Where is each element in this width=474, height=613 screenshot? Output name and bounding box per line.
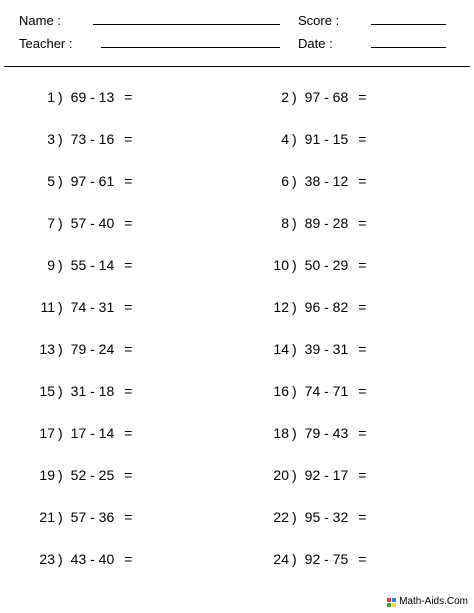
problem-item	[261, 550, 366, 568]
problem-item	[261, 88, 366, 106]
problem-number: 5	[47, 173, 55, 189]
problem-expression: 17 - 14	[70, 425, 115, 441]
problem-expression: 43 - 40	[70, 551, 115, 567]
problem-item	[261, 214, 366, 232]
problem-number: 16	[273, 383, 289, 399]
problem-expression: 97 - 61	[70, 173, 115, 189]
problem-item	[27, 172, 132, 190]
teacher-line[interactable]	[101, 47, 280, 48]
equals-sign: =	[358, 509, 367, 525]
problem-paren: )	[292, 257, 297, 273]
equals-sign: =	[124, 425, 133, 441]
equals-sign: =	[124, 467, 133, 483]
problem-expression: 92 - 17	[304, 467, 349, 483]
problem-item	[261, 340, 366, 358]
problem-paren: )	[58, 257, 63, 273]
name-line[interactable]	[93, 24, 280, 25]
problem-paren: )	[58, 299, 63, 315]
problem-expression: 96 - 82	[304, 299, 349, 315]
problem-number: 13	[39, 341, 55, 357]
problem-paren: )	[58, 215, 63, 231]
problem-number: 15	[39, 383, 55, 399]
problem-number: 9	[47, 257, 55, 273]
problem-number: 10	[273, 257, 289, 273]
problem-paren: )	[292, 425, 297, 441]
equals-sign: =	[358, 383, 367, 399]
problem-paren: )	[292, 383, 297, 399]
problem-number: 14	[273, 341, 289, 357]
score-label: Score :	[298, 13, 340, 28]
problem-item	[27, 340, 132, 358]
problem-paren: )	[292, 89, 297, 105]
math-aids-logo-icon	[387, 598, 396, 607]
problem-paren: )	[292, 131, 297, 147]
problem-expression: 52 - 25	[70, 467, 115, 483]
problem-expression: 57 - 40	[70, 215, 115, 231]
problem-paren: )	[58, 551, 63, 567]
problem-item	[27, 382, 132, 400]
problem-item	[261, 130, 366, 148]
problem-item	[27, 256, 132, 274]
problem-item	[27, 508, 132, 526]
equals-sign: =	[124, 257, 133, 273]
equals-sign: =	[358, 215, 367, 231]
problem-number: 1	[47, 89, 55, 105]
problem-expression: 79 - 43	[304, 425, 349, 441]
problem-paren: )	[292, 341, 297, 357]
date-label: Date :	[298, 36, 333, 51]
problem-expression: 73 - 16	[70, 131, 115, 147]
problem-expression: 69 - 13	[70, 89, 115, 105]
date-line[interactable]	[371, 47, 446, 48]
problem-expression: 92 - 75	[304, 551, 349, 567]
problem-item	[261, 298, 366, 316]
problem-expression: 97 - 68	[304, 89, 349, 105]
problem-paren: )	[58, 425, 63, 441]
problem-paren: )	[58, 341, 63, 357]
problem-item	[27, 550, 132, 568]
problem-paren: )	[292, 509, 297, 525]
problem-item	[27, 214, 132, 232]
equals-sign: =	[124, 131, 133, 147]
equals-sign: =	[124, 89, 133, 105]
problem-number: 6	[281, 173, 289, 189]
problem-expression: 55 - 14	[70, 257, 115, 273]
problem-item	[261, 382, 366, 400]
problem-item	[27, 466, 132, 484]
score-line[interactable]	[371, 24, 446, 25]
equals-sign: =	[358, 257, 367, 273]
problem-paren: )	[58, 509, 63, 525]
name-label: Name :	[19, 13, 61, 28]
problem-number: 24	[273, 551, 289, 567]
brand-text: Math-Aids.Com	[399, 596, 468, 607]
brand-footer	[387, 595, 468, 609]
equals-sign: =	[358, 341, 367, 357]
problem-expression: 91 - 15	[304, 131, 349, 147]
problem-number: 11	[40, 299, 55, 315]
problem-paren: )	[58, 131, 63, 147]
equals-sign: =	[124, 551, 133, 567]
equals-sign: =	[124, 341, 133, 357]
problem-expression: 39 - 31	[304, 341, 349, 357]
equals-sign: =	[358, 467, 367, 483]
problem-item	[27, 424, 132, 442]
problem-number: 7	[47, 215, 55, 231]
problem-expression: 38 - 12	[304, 173, 349, 189]
problem-paren: )	[58, 467, 63, 483]
equals-sign: =	[124, 383, 133, 399]
problem-expression: 31 - 18	[70, 383, 115, 399]
equals-sign: =	[358, 89, 367, 105]
problem-item	[27, 130, 132, 148]
problem-item	[261, 172, 366, 190]
equals-sign: =	[124, 299, 133, 315]
problem-paren: )	[292, 467, 297, 483]
equals-sign: =	[124, 173, 133, 189]
problem-paren: )	[292, 299, 297, 315]
problem-item	[261, 466, 366, 484]
problem-number: 17	[39, 425, 55, 441]
problem-item	[261, 424, 366, 442]
problem-number: 4	[281, 131, 289, 147]
header-divider	[4, 66, 470, 67]
problem-number: 19	[39, 467, 55, 483]
problem-expression: 95 - 32	[304, 509, 349, 525]
problem-number: 3	[47, 131, 55, 147]
equals-sign: =	[358, 131, 367, 147]
problem-number: 18	[273, 425, 289, 441]
problem-number: 8	[281, 215, 289, 231]
problem-expression: 74 - 31	[70, 299, 115, 315]
problem-number: 23	[39, 551, 55, 567]
problem-number: 2	[281, 89, 289, 105]
equals-sign: =	[124, 509, 133, 525]
problem-number: 21	[39, 509, 55, 525]
equals-sign: =	[358, 299, 367, 315]
equals-sign: =	[358, 173, 367, 189]
problem-paren: )	[58, 383, 63, 399]
problem-item	[27, 88, 132, 106]
problem-paren: )	[292, 173, 297, 189]
problem-item	[27, 298, 132, 316]
problem-expression: 74 - 71	[304, 383, 349, 399]
problem-item	[261, 508, 366, 526]
equals-sign: =	[358, 551, 367, 567]
problem-paren: )	[58, 173, 63, 189]
problem-expression: 89 - 28	[304, 215, 349, 231]
problem-expression: 50 - 29	[304, 257, 349, 273]
problem-expression: 79 - 24	[70, 341, 115, 357]
problem-number: 22	[273, 509, 289, 525]
problem-expression: 57 - 36	[70, 509, 115, 525]
equals-sign: =	[124, 215, 133, 231]
equals-sign: =	[358, 425, 367, 441]
problem-number: 20	[273, 467, 289, 483]
problem-paren: )	[292, 215, 297, 231]
problem-paren: )	[58, 89, 63, 105]
problem-paren: )	[292, 551, 297, 567]
problem-item	[261, 256, 366, 274]
teacher-label: Teacher :	[19, 36, 73, 51]
problem-number: 12	[273, 299, 289, 315]
